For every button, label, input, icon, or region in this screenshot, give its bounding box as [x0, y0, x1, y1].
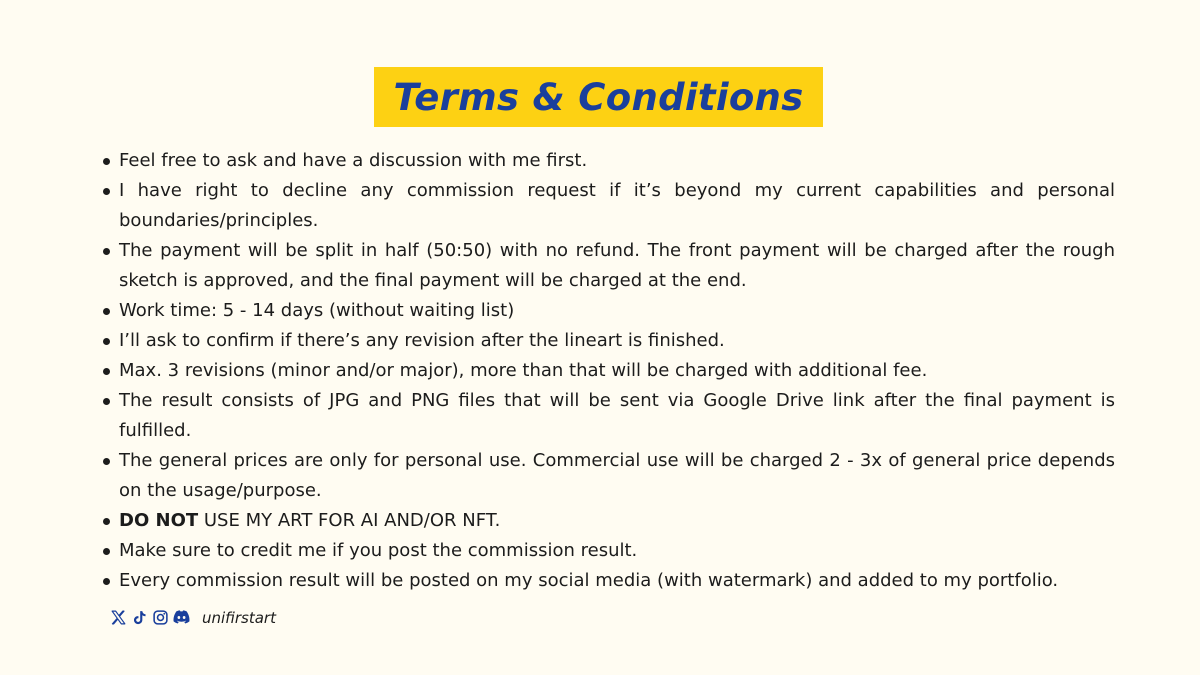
- bullet-icon: [103, 158, 110, 165]
- bullet-icon: [103, 368, 110, 375]
- bullet-icon: [103, 458, 110, 465]
- tiktok-icon[interactable]: [130, 608, 149, 627]
- term-text: Feel free to ask and have a discussion with me first.: [119, 150, 588, 171]
- bullet-icon: [103, 188, 110, 195]
- page-title: Terms & Conditions: [393, 75, 804, 119]
- term-emphasis: DO NOT: [119, 510, 199, 531]
- term-text: Every commission result will be posted on my social media (with watermark) and added to my portfolio.: [119, 570, 1059, 591]
- list-item: [119, 236, 1115, 296]
- social-footer: [109, 608, 276, 627]
- title-banner: [374, 67, 823, 127]
- term-text: Work time: 5 - 14 days (without waiting list): [119, 300, 515, 321]
- list-item: [119, 176, 1115, 236]
- term-text: I’ll ask to confirm if there’s any revision after the lineart is finished.: [119, 330, 725, 351]
- term-text: The result consists of JPG and PNG files that will be sent via Google Drive link after the final payment is fulfilled.: [119, 390, 1115, 441]
- social-handle: unifirstart: [202, 608, 276, 627]
- term-text: I have right to decline any commission request if it’s beyond my current capabilities and personal boundaries/principles.: [119, 180, 1115, 231]
- bullet-icon: [103, 338, 110, 345]
- bullet-icon: [103, 398, 110, 405]
- list-item: [119, 356, 1115, 386]
- list-item: [119, 326, 1115, 356]
- bullet-icon: [103, 578, 110, 585]
- term-text: Max. 3 revisions (minor and/or major), more than that will be charged with additional fee.: [119, 360, 928, 381]
- term-text: The general prices are only for personal use. Commercial use will be charged 2 - 3x of general price depends on the usage/purpose.: [119, 450, 1115, 501]
- term-text: USE MY ART FOR AI AND/OR NFT.: [198, 510, 501, 531]
- list-item: [119, 536, 1115, 566]
- list-item: [119, 386, 1115, 446]
- terms-list: [119, 146, 1115, 596]
- list-item: [119, 566, 1115, 596]
- discord-icon[interactable]: [172, 608, 191, 627]
- bullet-icon: [103, 248, 110, 255]
- term-text: The payment will be split in half (50:50) with no refund. The front payment will be charged after the rough sketch is approved, and the final payment will be charged at the end.: [119, 240, 1115, 291]
- bullet-icon: [103, 518, 110, 525]
- list-item: [119, 146, 1115, 176]
- instagram-icon[interactable]: [151, 608, 170, 627]
- term-text: Make sure to credit me if you post the commission result.: [119, 540, 638, 561]
- x-icon[interactable]: [109, 608, 128, 627]
- bullet-icon: [103, 548, 110, 555]
- list-item: [119, 446, 1115, 506]
- list-item: [119, 296, 1115, 326]
- bullet-icon: [103, 308, 110, 315]
- list-item: [119, 506, 1115, 536]
